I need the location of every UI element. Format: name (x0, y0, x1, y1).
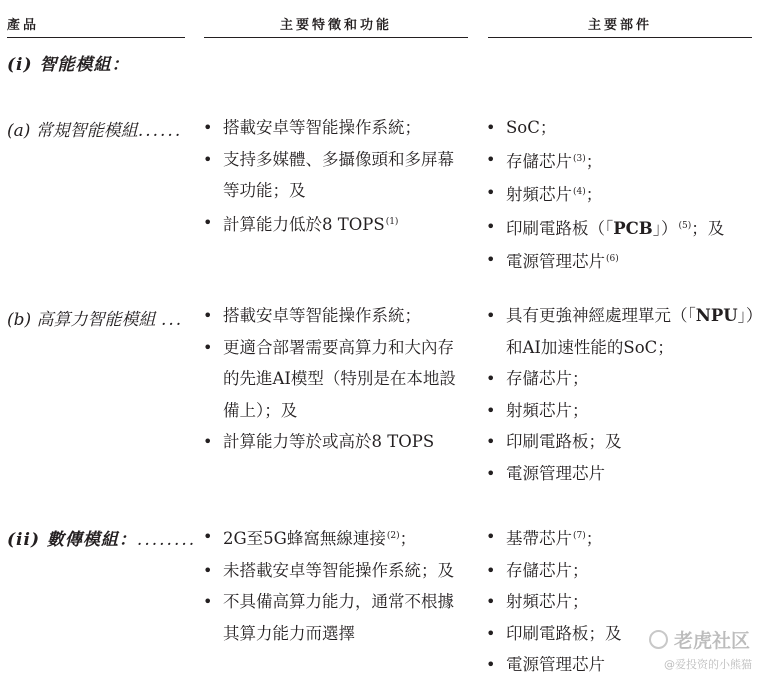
footnote-ref: (1) (385, 216, 399, 227)
list-item: • 存儲芯片； (486, 555, 622, 587)
footnote-ref: (6) (606, 254, 619, 264)
watermark-user: @爱投资的小熊猫 (664, 658, 752, 671)
list-item-continuation: 的先進AI模型（特別是在本地設 (223, 369, 456, 388)
list-item: • 射頻芯片； (486, 586, 622, 618)
list-item: • 射頻芯片； (486, 395, 762, 427)
footnote-ref: (7) (573, 531, 586, 541)
list-item: • 電源管理芯片$^{(6)}$ (486, 244, 724, 278)
header-product: 產品 (7, 14, 185, 38)
list-item: • 印刷電路板；及 (486, 426, 762, 458)
list-item-continuation: 備上）；及 (223, 400, 298, 420)
components-ii-list (486, 521, 622, 681)
list-item: • 計算能力等於或高於8 TOPS (203, 426, 456, 458)
list-item-continuation: 和AI加速性能的SoC； (506, 337, 674, 357)
list-item: • 存儲芯片； (486, 363, 762, 395)
list-item: • 具有更強神經處理單元（「NPU」） (486, 300, 762, 332)
list-item: • 射頻芯片$^{(4)}$； (486, 177, 724, 211)
list-item: • 2G至5G蜂窩無線連接$^{(2)}$； (203, 521, 454, 555)
footnote-ref: (2) (386, 531, 400, 541)
list-item: • 搭載安卓等智能操作系統； (203, 112, 454, 144)
footnote-ref: (4) (573, 187, 586, 197)
section-ii-title: (ii) 數傳模組：........ (7, 530, 197, 550)
list-item: • 更適合部署需要高算力和大內存 (203, 332, 456, 364)
components-b-list (486, 300, 762, 489)
section-i-title: (i) 智能模組： (7, 55, 130, 75)
list-item: • 印刷電路板（「PCB」）$^{(5)}$；及 (486, 211, 724, 245)
list-item: • 電源管理芯片 (486, 458, 762, 490)
footnote-ref: (5) (678, 220, 692, 231)
features-a-list (203, 112, 454, 240)
list-item: • 電源管理芯片 (486, 649, 622, 681)
features-ii-list (203, 521, 454, 649)
header-features: 主要特徵和功能 (204, 14, 468, 38)
list-item: • 搭載安卓等智能操作系統； (203, 300, 456, 332)
watermark-logo: 老虎社区 (649, 626, 750, 653)
list-item-continuation: 其算力能力而選擇 (223, 623, 355, 643)
list-item: • 未搭載安卓等智能操作系統；及 (203, 555, 454, 587)
section-a-title: (a) 常規智能模組...... (7, 121, 183, 141)
components-a-list (486, 112, 724, 278)
list-item: • 不具備高算力能力，通常不根據 (203, 586, 454, 618)
list-item: • SoC； (486, 112, 724, 144)
list-item: • 印刷電路板；及 (486, 618, 622, 650)
list-item: • 支持多媒體、多攝像頭和多屏幕 (203, 144, 454, 176)
features-b-list (203, 300, 456, 458)
section-b-title: (b) 高算力智能模組 ... (7, 310, 184, 330)
list-item: • 基帶芯片$^{(7)}$； (486, 521, 622, 555)
list-item: • 存儲芯片$^{(3)}$； (486, 144, 724, 178)
tiger-logo-icon (649, 630, 668, 649)
list-item-continuation: 等功能；及 (223, 181, 306, 200)
list-item: • 計算能力低於8 TOPS$^{(1)}$ (203, 207, 454, 241)
header-components: 主要部件 (488, 14, 752, 38)
footnote-ref: (3) (573, 153, 586, 164)
